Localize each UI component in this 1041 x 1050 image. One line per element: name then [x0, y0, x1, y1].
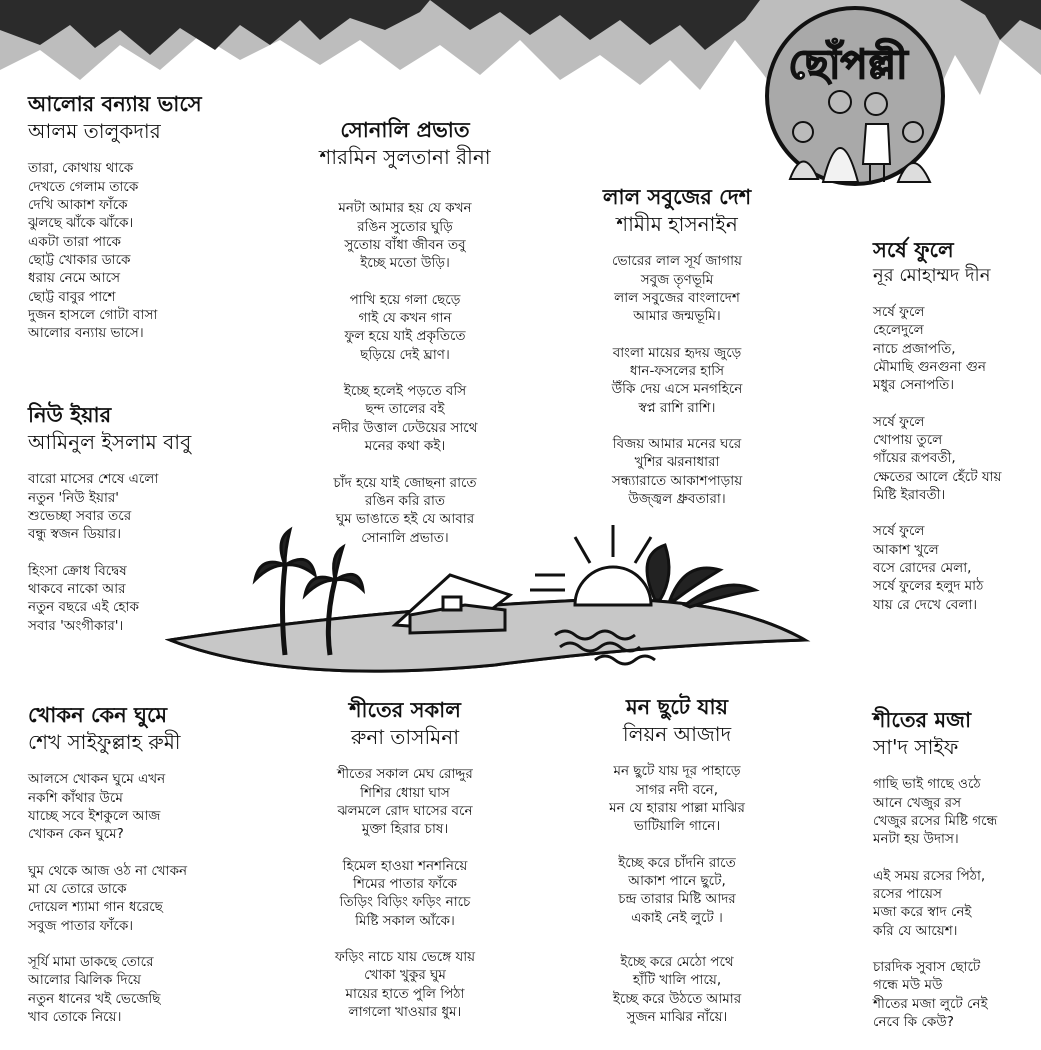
poem-line: গাই যে কখন গান: [358, 309, 452, 326]
poem-line: ছোট্ট বাবুর পাশে: [28, 288, 116, 305]
stanza: [300, 765, 510, 838]
poem-line: খেজুর রসের মিষ্টি গন্ধে: [873, 812, 998, 829]
poem-line: শিমের পাতার ফাঁকে: [353, 875, 457, 892]
banana-tree-icon: [647, 545, 755, 607]
poem-line: হিমেল হাওয়া শনশনিয়ে: [342, 857, 468, 874]
poem-line: সবার 'অংগীকার'।: [28, 617, 124, 634]
poem-line: মিষ্টি ইরাবতী।: [873, 487, 946, 504]
poem-line: ক্ষেতের আলে হেঁটে যায়: [873, 468, 1002, 485]
poem-line: মজা করে স্বাদ নেই: [873, 904, 972, 921]
poem-line: সর্ষে ফুলের হলুদ মাঠ: [873, 578, 984, 595]
poem-line: করি যে আয়েশ।: [873, 922, 958, 939]
poem-line: হেলেদুলে: [873, 322, 924, 339]
poem-line: মনটা হয় উদাস।: [873, 831, 959, 848]
poem-line: সর্ষে ফুলে: [873, 523, 925, 540]
poem-line: চারদিক সুবাস ছোটে: [873, 959, 981, 976]
stanza: [873, 303, 1033, 395]
stanza: [28, 862, 258, 935]
poem-line: এই সময় রসের পিঠা,: [873, 867, 986, 884]
poem-line: ইচ্ছে করে চাঁদনি রাতে: [618, 854, 736, 871]
poem-line: ঝুলছে ঝাঁকে ঝাঁকে।: [28, 215, 134, 232]
stanza: [873, 867, 1033, 940]
poem-line: সুতোয় বাঁধা জীবন তবু: [344, 236, 466, 253]
poem-line: উজ্জ্বল ধ্রুবতারা।: [628, 491, 726, 508]
poem-line: ঘুম থেকে আজ ওঠ না খোকন: [28, 862, 188, 879]
poem-line: নকশি কাঁথার উমে: [28, 789, 123, 806]
poem-line: মন ছুটে যায় দূর পাহাড়ে: [613, 763, 741, 780]
stanza: [572, 344, 782, 417]
poem-line: হাঁটি খালি পায়ে,: [632, 972, 722, 989]
poem-line: আনে খেজুর রস: [873, 794, 962, 811]
stanza: [28, 159, 248, 343]
poem-line: যাচ্ছে সবে ইশকুলে আজ: [28, 807, 161, 824]
poem-line: চাঁদ হয়ে যাই জোছনা রাতে: [333, 474, 477, 491]
poem-line: ইচ্ছে মতো উড়ি।: [360, 255, 450, 272]
poem-line: সবুজ পাতার ফাঁকে।: [28, 917, 134, 934]
stanza: [28, 953, 258, 1026]
poem-lal-sobujer-desh: [572, 185, 782, 527]
poem-author: আমিনুল ইসলাম বাবু: [28, 430, 192, 455]
poem-author: শারমিন সুলতানা রীনা: [319, 145, 491, 170]
poem-line: মিষ্টি সকাল আঁকে।: [355, 912, 455, 929]
poem-line: আলসে খোকন ঘুমে এখন: [28, 771, 166, 788]
poem-line: সোনালি প্রভাত।: [361, 529, 449, 546]
poem-line: তারা, কোথায় থাকে: [28, 160, 134, 177]
poem-line: খোপায় তুলে: [873, 431, 943, 448]
poem-line: নদীর উত্তাল ঢেউয়ের সাথে: [332, 419, 478, 436]
stanza: [300, 382, 510, 455]
poem-line: মন যে হারায় পাল্লা মাঝির: [609, 799, 745, 816]
poem-line: ফুল হয়ে যাই প্রকৃতিতে: [344, 328, 466, 345]
poem-line: নতুন বছরে এই হোক: [28, 599, 139, 616]
poem-line: ঝলমলে রোদ ঘাসের বনে: [337, 802, 473, 819]
poem-line: ইচ্ছে হলেই পড়তে বসি: [343, 383, 467, 400]
poem-author: শামীম হাসনাইন: [616, 212, 738, 237]
stanza: [300, 199, 510, 272]
stanza: [873, 775, 1033, 848]
poem-title: সোনালি প্রভাত: [340, 118, 470, 142]
poem-title: সর্ষে ফুলে: [873, 238, 954, 262]
poem-line: শীতের মজা লুটে নেই: [873, 995, 988, 1012]
stanza: [300, 291, 510, 364]
stanza: [572, 953, 782, 1026]
poem-line: রঙিন করি রাত: [364, 492, 446, 509]
poem-line: খোকন কেন ঘুমে?: [28, 826, 124, 843]
poem-line: সুজন মাঝির নাঁয়ে।: [626, 1009, 728, 1026]
poem-line: শিশির ধোয়া ঘাস: [360, 784, 450, 801]
stanza: [300, 948, 510, 1021]
poem-line: রঙিন সুতোর ঘুড়ি: [357, 218, 453, 235]
poem-title: নিউ ইয়ার: [28, 403, 112, 427]
poem-line: লাগলো খাওয়ার ধুম।: [348, 1004, 462, 1021]
poem-line: সাগর নদী বনে,: [636, 781, 718, 798]
poem-line: বাংলা মায়ের হৃদয় জুড়ে: [612, 344, 742, 361]
poem-line: সর্ষে ফুলে: [873, 413, 925, 430]
poem-line: মায়ের হাতে পুলি পিঠা: [345, 985, 465, 1002]
poem-line: দেখি আকাশ ফাঁকে: [28, 196, 128, 213]
poem-line: উঁকি দেয় এসে মনগহিনে: [611, 381, 743, 398]
poem-author: লিয়ন আজাদ: [622, 722, 732, 747]
poem-line: রসের পায়েস: [873, 885, 942, 902]
poem-line: ইচ্ছে করে উঠতে আমার: [612, 990, 742, 1007]
poem-line: নেবে কি কেউ?: [873, 1014, 954, 1031]
stanza: [572, 854, 782, 927]
poem-aalor-bonnay: [28, 92, 248, 361]
poem-line: দোয়েল শ্যামা গান ধরেছে: [28, 899, 163, 916]
poem-line: পাখি হয়ে গলা ছেড়ে: [349, 291, 461, 308]
sun-icon: [530, 525, 651, 605]
poem-line: মনটা আমার হয় যে কখন: [338, 200, 472, 217]
poem-line: নতুন ধানের খই ভেজেছি: [28, 990, 161, 1007]
poem-shiter-moja: [873, 708, 1033, 1050]
poem-line: শুভেচ্ছা সবার তরে: [28, 507, 132, 524]
stanza: [572, 435, 782, 508]
poem-line: মধুর সেনাপতি।: [873, 377, 955, 394]
logo-title: ছোঁপল্লী: [788, 42, 908, 88]
poem-author: আলম তালুকদার: [28, 119, 161, 144]
poem-sonali-probhat: [300, 118, 510, 565]
stanza: [572, 252, 782, 325]
poem-line: বিজয় আমার মনের ঘরে: [612, 436, 742, 453]
poem-line: ধরায় নেমে আসে: [28, 270, 120, 287]
house-icon: [395, 575, 510, 633]
poem-author: শেখ সাইফুল্লাহ রুমী: [28, 730, 181, 755]
poem-title: লাল সবুজের দেশ: [602, 185, 752, 209]
poem-line: খোকা খুকুর ঘুম: [364, 967, 446, 984]
poem-shiter-shokal: [300, 698, 510, 1040]
poem-line: মনের কথা কই।: [364, 438, 446, 455]
poem-line: একাই নেই লুটে ।: [631, 909, 723, 926]
poem-line: মা যে তোরে ডাকে: [28, 880, 127, 897]
poem-line: হিংসা ক্রোধ বিদ্বেষ: [28, 562, 127, 579]
poem-line: লাল সবুজের বাংলাদেশ: [614, 289, 740, 306]
poem-line: তিড়িং বিড়িং ফড়িং নাচে: [339, 894, 471, 911]
poem-line: একটা তারা পাকে: [28, 233, 121, 250]
poem-author: নূর মোহাম্মদ দীন: [873, 265, 991, 287]
poem-line: ধান-ফসলের হাসি: [629, 362, 725, 379]
stanza: [572, 762, 782, 835]
poem-line: শীতের সকাল মেঘ রোদ্দুর: [337, 766, 473, 783]
poem-line: সূর্যি মামা ডাকছে তোরে: [28, 954, 154, 971]
poem-title: মন ছুটে যায়: [626, 695, 728, 719]
poem-line: ছোট্ট খোকার ডাকে: [28, 251, 131, 268]
poem-line: সবুজ তৃণভূমি: [640, 271, 714, 288]
poem-line: ইচ্ছে করে মেঠো পথে: [620, 954, 734, 971]
poem-author: সা'দ সাইফ: [873, 735, 959, 760]
poem-title: খোকন কেন ঘুমে: [28, 703, 168, 727]
poem-line: মৌমাছি গুনগুনা গুন: [873, 358, 986, 375]
poem-line: চন্দ্র তারার মিষ্টি আদর: [618, 891, 736, 908]
stanza: [873, 522, 1033, 614]
poem-title: শীতের মজা: [873, 708, 972, 732]
poem-author: রুনা তাসমিনা: [350, 725, 460, 750]
poem-line: ভোরের লাল সূর্য জাগায়: [611, 253, 743, 270]
poem-line: গাঁয়ের রূপবতী,: [873, 450, 956, 467]
village-landscape-illustration: [165, 515, 815, 685]
poem-line: দুজন হাসলে গোটা বাসা: [28, 307, 158, 324]
poem-line: সন্ধ্যারাতে আকাশপাড়ায়: [611, 472, 743, 489]
stanza: [28, 770, 258, 843]
poem-line: আকাশ খুলে: [873, 541, 939, 558]
poem-line: বসে রোদের মেলা,: [873, 560, 972, 577]
stanza: [873, 413, 1033, 505]
poem-line: নাচে প্রজাপতি,: [873, 340, 956, 357]
poem-line: ভাটিয়ালি গানে।: [633, 818, 721, 835]
poem-title: আলোর বন্যায় ভাসে: [28, 92, 202, 116]
poem-line: আলোর ঝিলিক দিয়ে: [28, 972, 141, 989]
poem-line: স্বপ্ন রাশি রাশি।: [638, 399, 716, 416]
poem-line: থাকবে নাকো আর: [28, 580, 126, 597]
poem-line: মুক্তা হিরার চাষ।: [361, 821, 449, 838]
poem-line: আলোর বন্যায় ভাসে।: [28, 325, 144, 342]
magazine-logo: [748, 4, 962, 188]
poem-line: ছন্দ তালের বই: [365, 401, 445, 418]
poem-line: আমার জন্মভূমি।: [633, 308, 721, 325]
poem-title: শীতের সকাল: [349, 698, 461, 722]
poem-line: খাব তোকে নিয়ে।: [28, 1009, 122, 1026]
poem-line: ঘুম ভাঙাতে হই যে আবার: [335, 511, 475, 528]
stanza: [873, 958, 1033, 1031]
poem-line: সর্ষে ফুলে: [873, 303, 925, 320]
poem-mon-chhute-jay: [572, 695, 782, 1045]
stanza: [300, 857, 510, 930]
poem-line: আকাশ পানে ছুটে,: [628, 872, 726, 889]
poem-line: যায় রে দেখে বেলা।: [873, 596, 978, 613]
poem-line: গন্ধে মউ মউ: [873, 977, 943, 994]
poem-line: গাছি ভাই গাছে ওঠে: [873, 776, 981, 793]
poem-line: ফড়িং নাচে যায় ভেঙ্গে যায়: [334, 949, 476, 966]
poem-line: বন্ধু স্বজন ডিয়ার।: [28, 526, 122, 543]
poem-line: নতুন 'নিউ ইয়ার': [28, 489, 120, 506]
poem-sorshe-phule: [873, 238, 1033, 632]
poem-line: বারো মাসের শেষে এলো: [28, 471, 159, 488]
poem-line: ছড়িয়ে দেই ঘ্রাণ।: [360, 346, 450, 363]
poem-line: খুশির ঝরনাধারা: [634, 454, 720, 471]
poem-line: দেখতে গেলাম তাকে: [28, 178, 139, 195]
poem-khokon-keno-ghume: [28, 703, 258, 1045]
